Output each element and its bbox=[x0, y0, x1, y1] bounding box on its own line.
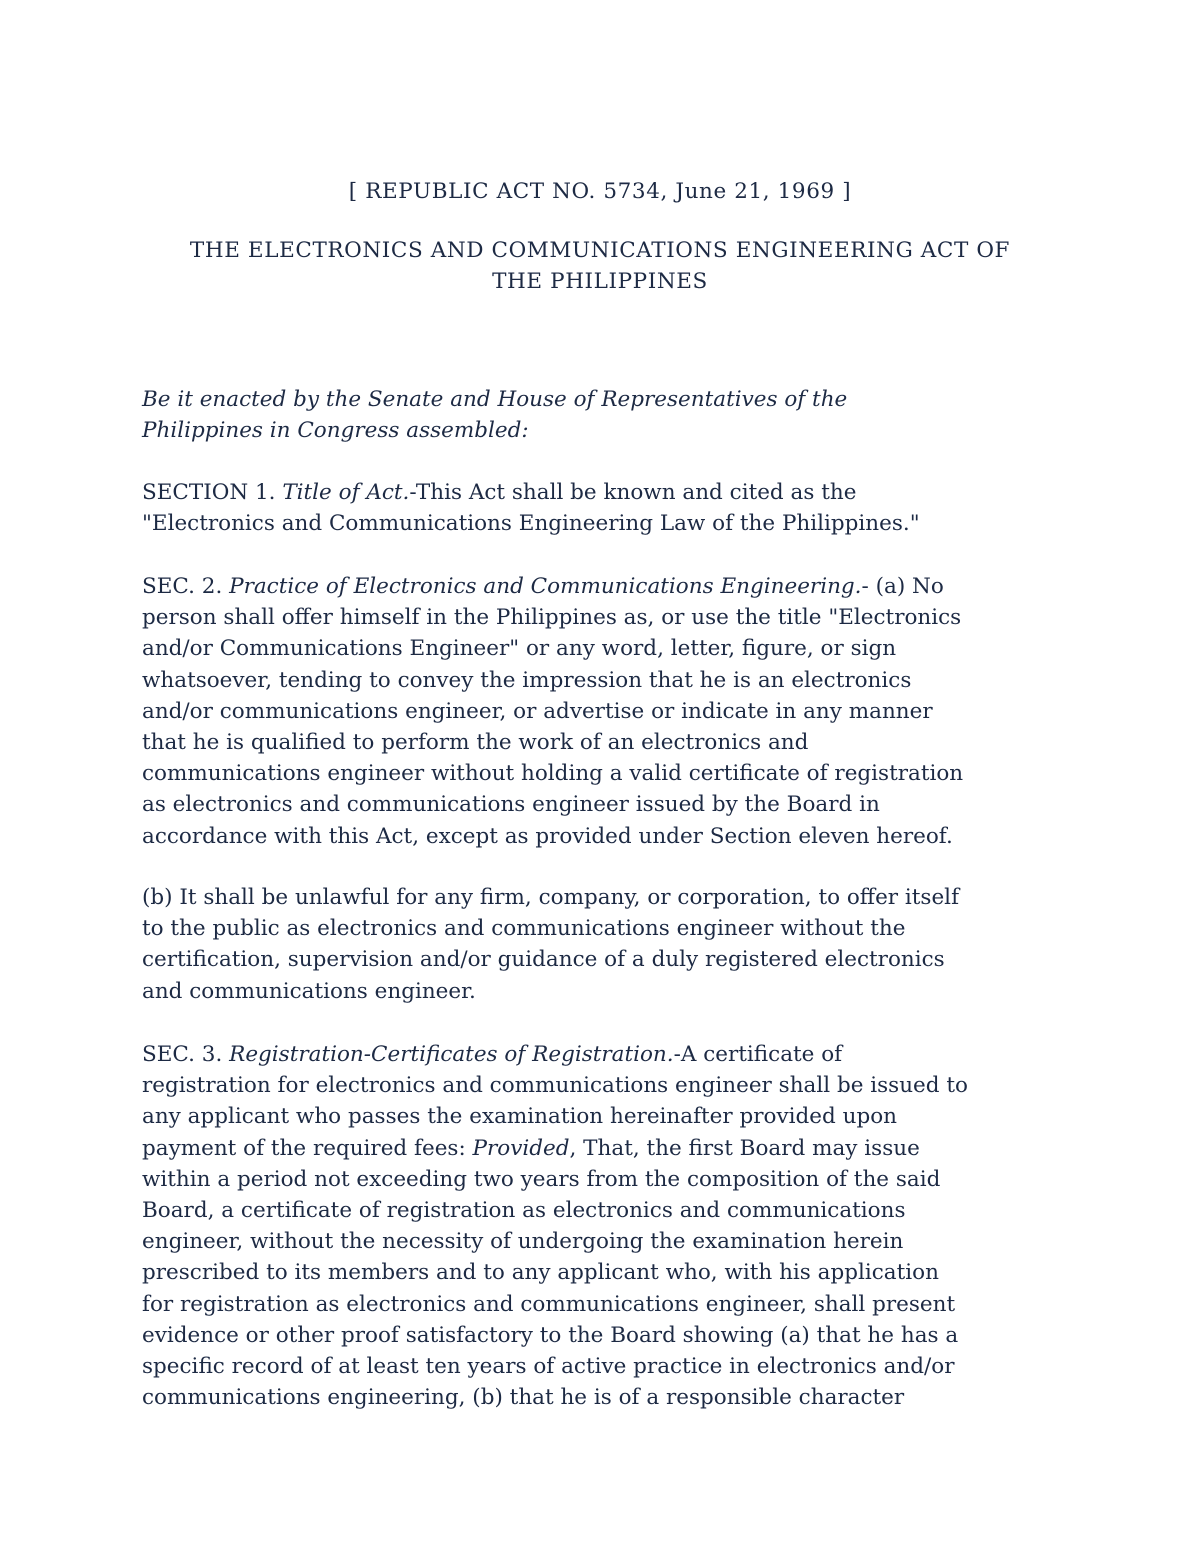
section-2b-line: and communications engineer. bbox=[142, 978, 476, 1004]
section-2-line: and/or communications engineer, or advertise or indicate in any manner bbox=[142, 698, 933, 724]
section-3-line: Board, a certificate of registration as electronics and communications bbox=[142, 1197, 906, 1223]
section-2b-line: to the public as electronics and communications engineer without the bbox=[142, 916, 906, 942]
section-2 bbox=[142, 571, 1082, 852]
section-3-line: for registration as electronics and communications engineer, shall present bbox=[142, 1291, 956, 1317]
enacting-clause-line-1: Be it enacted by the Senate and House of Representatives of the bbox=[142, 387, 848, 412]
section-2-line: that he is qualified to perform the work of an electronics and bbox=[142, 729, 809, 755]
section-3-line: specific record of at least ten years of active practice in electronics and/or bbox=[142, 1353, 955, 1379]
section-3-label: SEC. 3. bbox=[142, 1042, 230, 1067]
section-3-line: within a period not exceeding two years from the composition of the said bbox=[142, 1166, 941, 1192]
section-2-paragraph-b bbox=[142, 882, 1082, 1007]
section-1-heading: Title of Act. bbox=[282, 480, 410, 505]
section-2-heading: Practice of Electronics and Communications Engineering. bbox=[229, 574, 862, 599]
section-2-line: accordance with this Act, except as provided under Section eleven hereof. bbox=[142, 823, 953, 849]
section-3-line: prescribed to its members and to any applicant who, with his application bbox=[142, 1260, 939, 1286]
section-2-line: whatsoever, tending to convey the impression that he is an electronics bbox=[142, 667, 912, 693]
section-2-line: and/or Communications Engineer" or any word, letter, figure, or sign bbox=[142, 636, 897, 662]
section-2-line: person shall offer himself in the Philippines as, or use the title "Electronics bbox=[142, 605, 962, 631]
section-3-line: communications engineering, (b) that he is of a responsible character bbox=[142, 1385, 905, 1411]
enacting-clause bbox=[142, 384, 1082, 446]
enacting-clause-line-2: Philippines in Congress assembled: bbox=[142, 418, 529, 444]
section-3-line-4-end: , That, the first Board may issue bbox=[569, 1135, 920, 1161]
act-title-line-2: THE PHILIPPINES bbox=[492, 269, 708, 295]
section-1-line: "Electronics and Communications Engineering Law of the Philippines." bbox=[142, 511, 920, 537]
section-3-provided: Provided bbox=[472, 1135, 570, 1161]
section-2b-line: (b) It shall be unlawful for any firm, company, or corporation, to offer itself bbox=[142, 885, 960, 910]
section-2-line: communications engineer without holding a valid certificate of registration bbox=[142, 761, 964, 787]
section-2-text: - (a) No bbox=[861, 574, 944, 599]
section-3-text: -A certificate of bbox=[673, 1042, 843, 1067]
section-2b-line: certification, supervision and/or guidance of a duly registered electronics bbox=[142, 947, 945, 973]
section-1-text: -This Act shall be known and cited as the bbox=[409, 480, 857, 505]
section-3-line: evidence or other proof satisfactory to the Board showing (a) that he has a bbox=[142, 1322, 959, 1348]
section-2-label: SEC. 2. bbox=[142, 574, 230, 599]
section-2-line: as electronics and communications engineer issued by the Board in bbox=[142, 792, 880, 818]
act-number: [ REPUBLIC ACT NO. 5734, June 21, 1969 ] bbox=[348, 179, 852, 204]
act-title-line-1: THE ELECTRONICS AND COMMUNICATIONS ENGINEERING ACT OF bbox=[189, 238, 1011, 263]
section-3-line-4-start: payment of the required fees: bbox=[142, 1135, 473, 1161]
section-3-heading: Registration-Certificates of Registration. bbox=[229, 1042, 674, 1067]
section-1-label: SECTION 1. bbox=[142, 480, 283, 505]
section-3 bbox=[142, 1039, 1082, 1413]
section-3-line: any applicant who passes the examination hereinafter provided upon bbox=[142, 1104, 898, 1130]
section-3-line: registration for electronics and communications engineer shall be issued to bbox=[142, 1073, 968, 1099]
section-1 bbox=[142, 477, 1082, 539]
act-title bbox=[100, 235, 1100, 297]
section-3-line: engineer, without the necessity of undergoing the examination herein bbox=[142, 1229, 904, 1255]
